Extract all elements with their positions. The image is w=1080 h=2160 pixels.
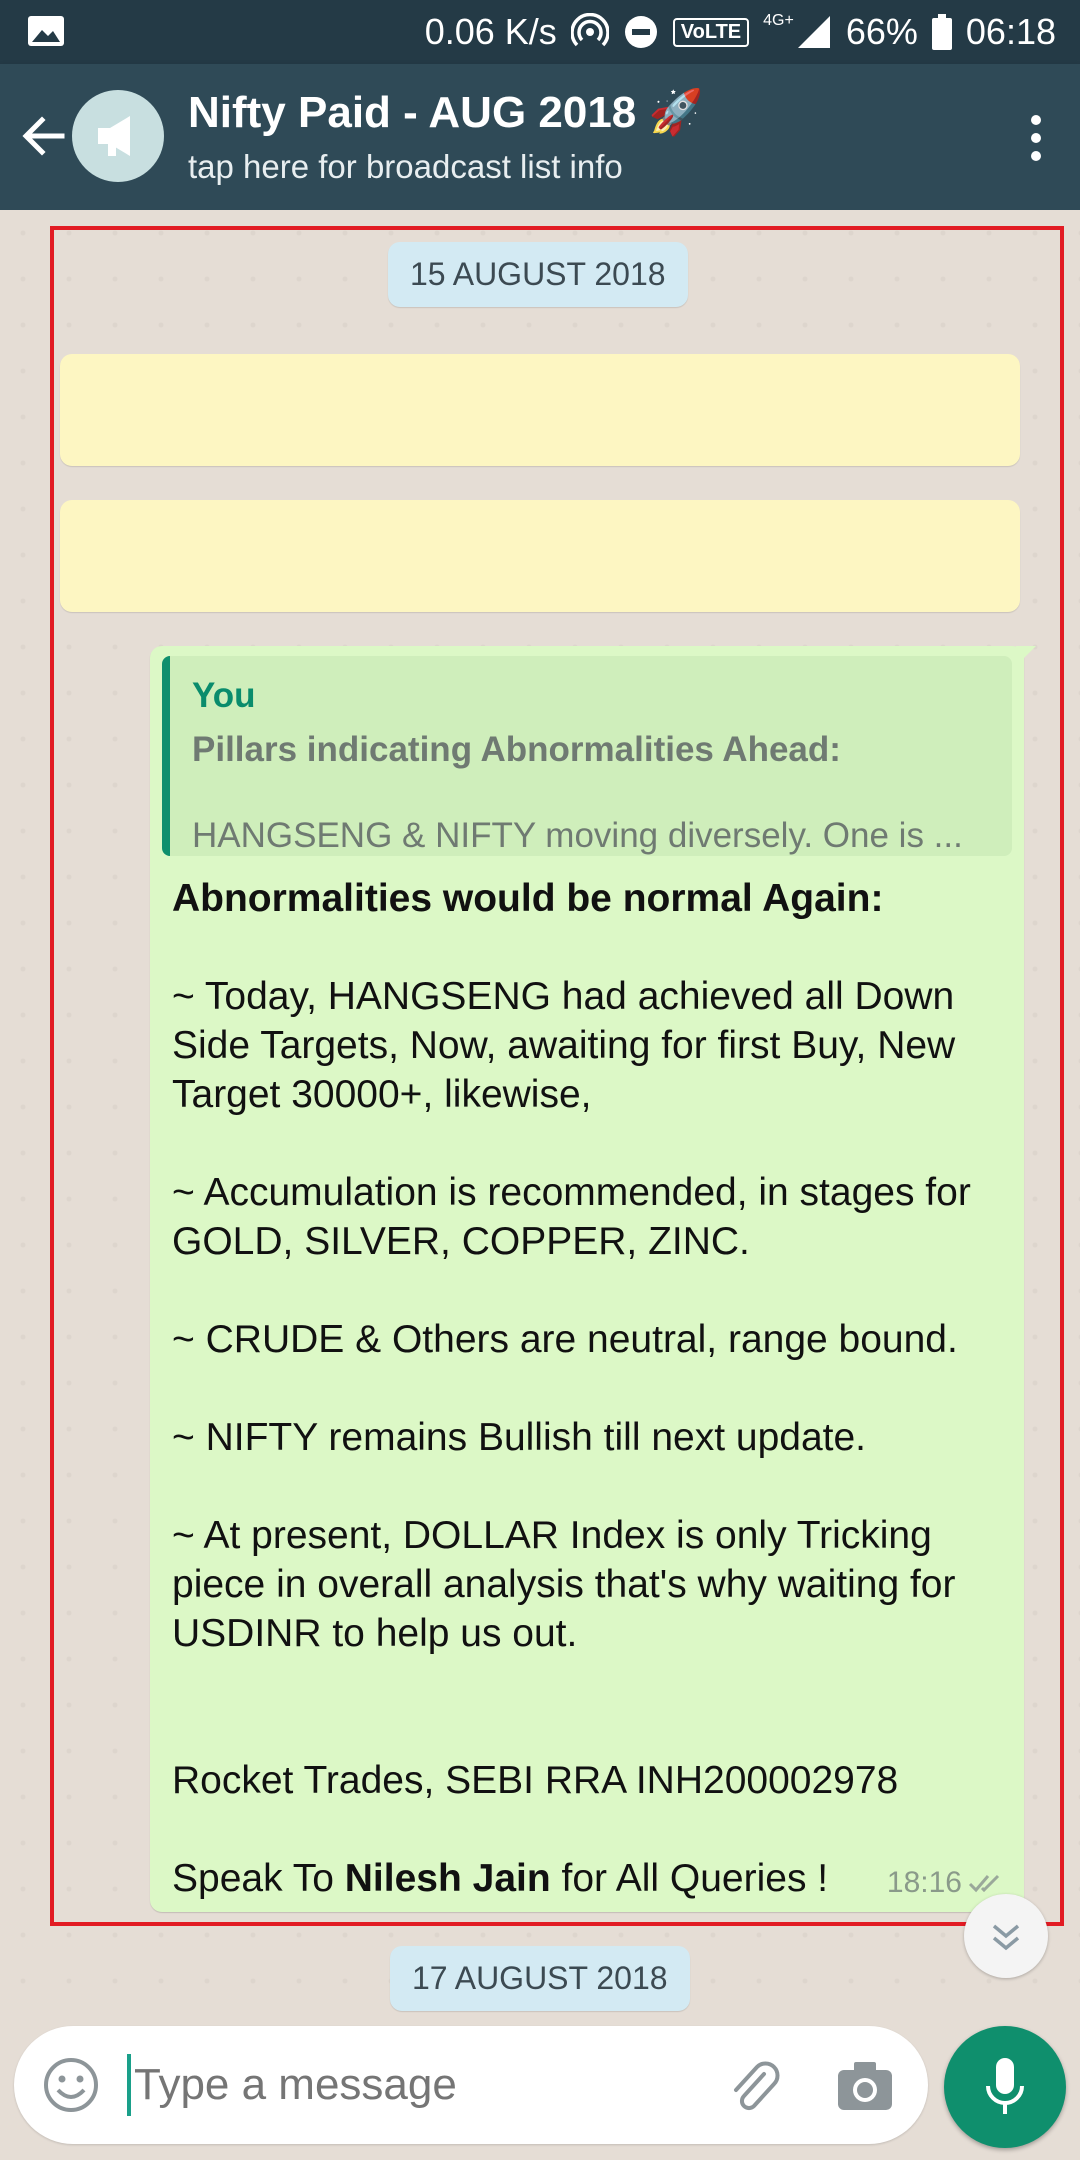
message-line: ~ At present, DOLLAR Index is only Tricking piece in overall analysis that's why waiting for USDINR to help us out. <box>172 1514 967 1655</box>
network-type: 4G+ <box>763 12 794 29</box>
message-input[interactable] <box>134 2060 694 2110</box>
date-separator: 15 AUGUST 2018 <box>388 242 688 307</box>
do-not-disturb-icon <box>623 14 659 50</box>
battery-icon <box>932 14 952 50</box>
attach-paperclip-icon[interactable] <box>724 2056 784 2116</box>
message-line: ~ NIFTY remains Bullish till next update. <box>172 1416 867 1459</box>
voice-record-button[interactable] <box>944 2026 1066 2148</box>
gallery-notification-icon <box>26 14 66 48</box>
message-heading: Abnormalities would be normal Again: <box>172 877 884 920</box>
contact-prefix: Speak To <box>172 1857 345 1900</box>
contact-suffix: for All Queries ! <box>550 1857 829 1900</box>
hotspot-icon <box>571 13 609 51</box>
more-options-icon[interactable] <box>1028 112 1044 164</box>
chat-subtitle[interactable]: tap here for broadcast list info <box>188 148 623 185</box>
quote-author: You <box>192 676 256 715</box>
message-signature: Rocket Trades, SEBI RRA INH200002978 <box>172 1759 899 1802</box>
signal-icon <box>796 14 832 50</box>
message-input-bar <box>14 2026 928 2144</box>
text-cursor <box>127 2054 131 2116</box>
message-line: ~ Accumulation is recommended, in stages for GOLD, SILVER, COPPER, ZINC. <box>172 1171 982 1263</box>
status-bar <box>0 0 1080 64</box>
highlight-frame <box>50 226 1064 1926</box>
double-chevron-down-icon <box>988 1920 1024 1954</box>
date-separator: 17 AUGUST 2018 <box>390 1946 690 2011</box>
quote-title: Pillars indicating Abnormalities Ahead: <box>192 730 841 769</box>
megaphone-icon <box>94 114 142 158</box>
volte-badge: VoLTE <box>673 18 749 47</box>
message-line: ~ CRUDE & Others are neutral, range bound. <box>172 1318 958 1361</box>
message-line: ~ Today, HANGSENG had achieved all Down Side Targets, Now, awaiting for first Buy, New Target 30000+, likewise, <box>172 975 966 1116</box>
scroll-down-button[interactable] <box>964 1894 1048 1978</box>
chat-title[interactable]: Nifty Paid - AUG 2018 🚀 <box>188 88 704 137</box>
clock: 06:18 <box>965 11 1056 52</box>
battery-percent: 66% <box>845 11 918 52</box>
microphone-icon <box>984 2056 1026 2118</box>
emoji-icon[interactable] <box>42 2056 100 2114</box>
back-arrow-icon[interactable] <box>18 110 70 162</box>
message-time: 18:16 <box>886 1866 962 1899</box>
chat-header <box>0 64 1080 210</box>
camera-icon[interactable] <box>834 2056 896 2116</box>
contact-name: Nilesh Jain <box>344 1857 551 1900</box>
network-speed: 0.06 K/s <box>424 11 557 52</box>
broadcast-avatar[interactable] <box>72 90 164 182</box>
quote-body: HANGSENG & NIFTY moving diversely. One is ... <box>192 816 963 855</box>
